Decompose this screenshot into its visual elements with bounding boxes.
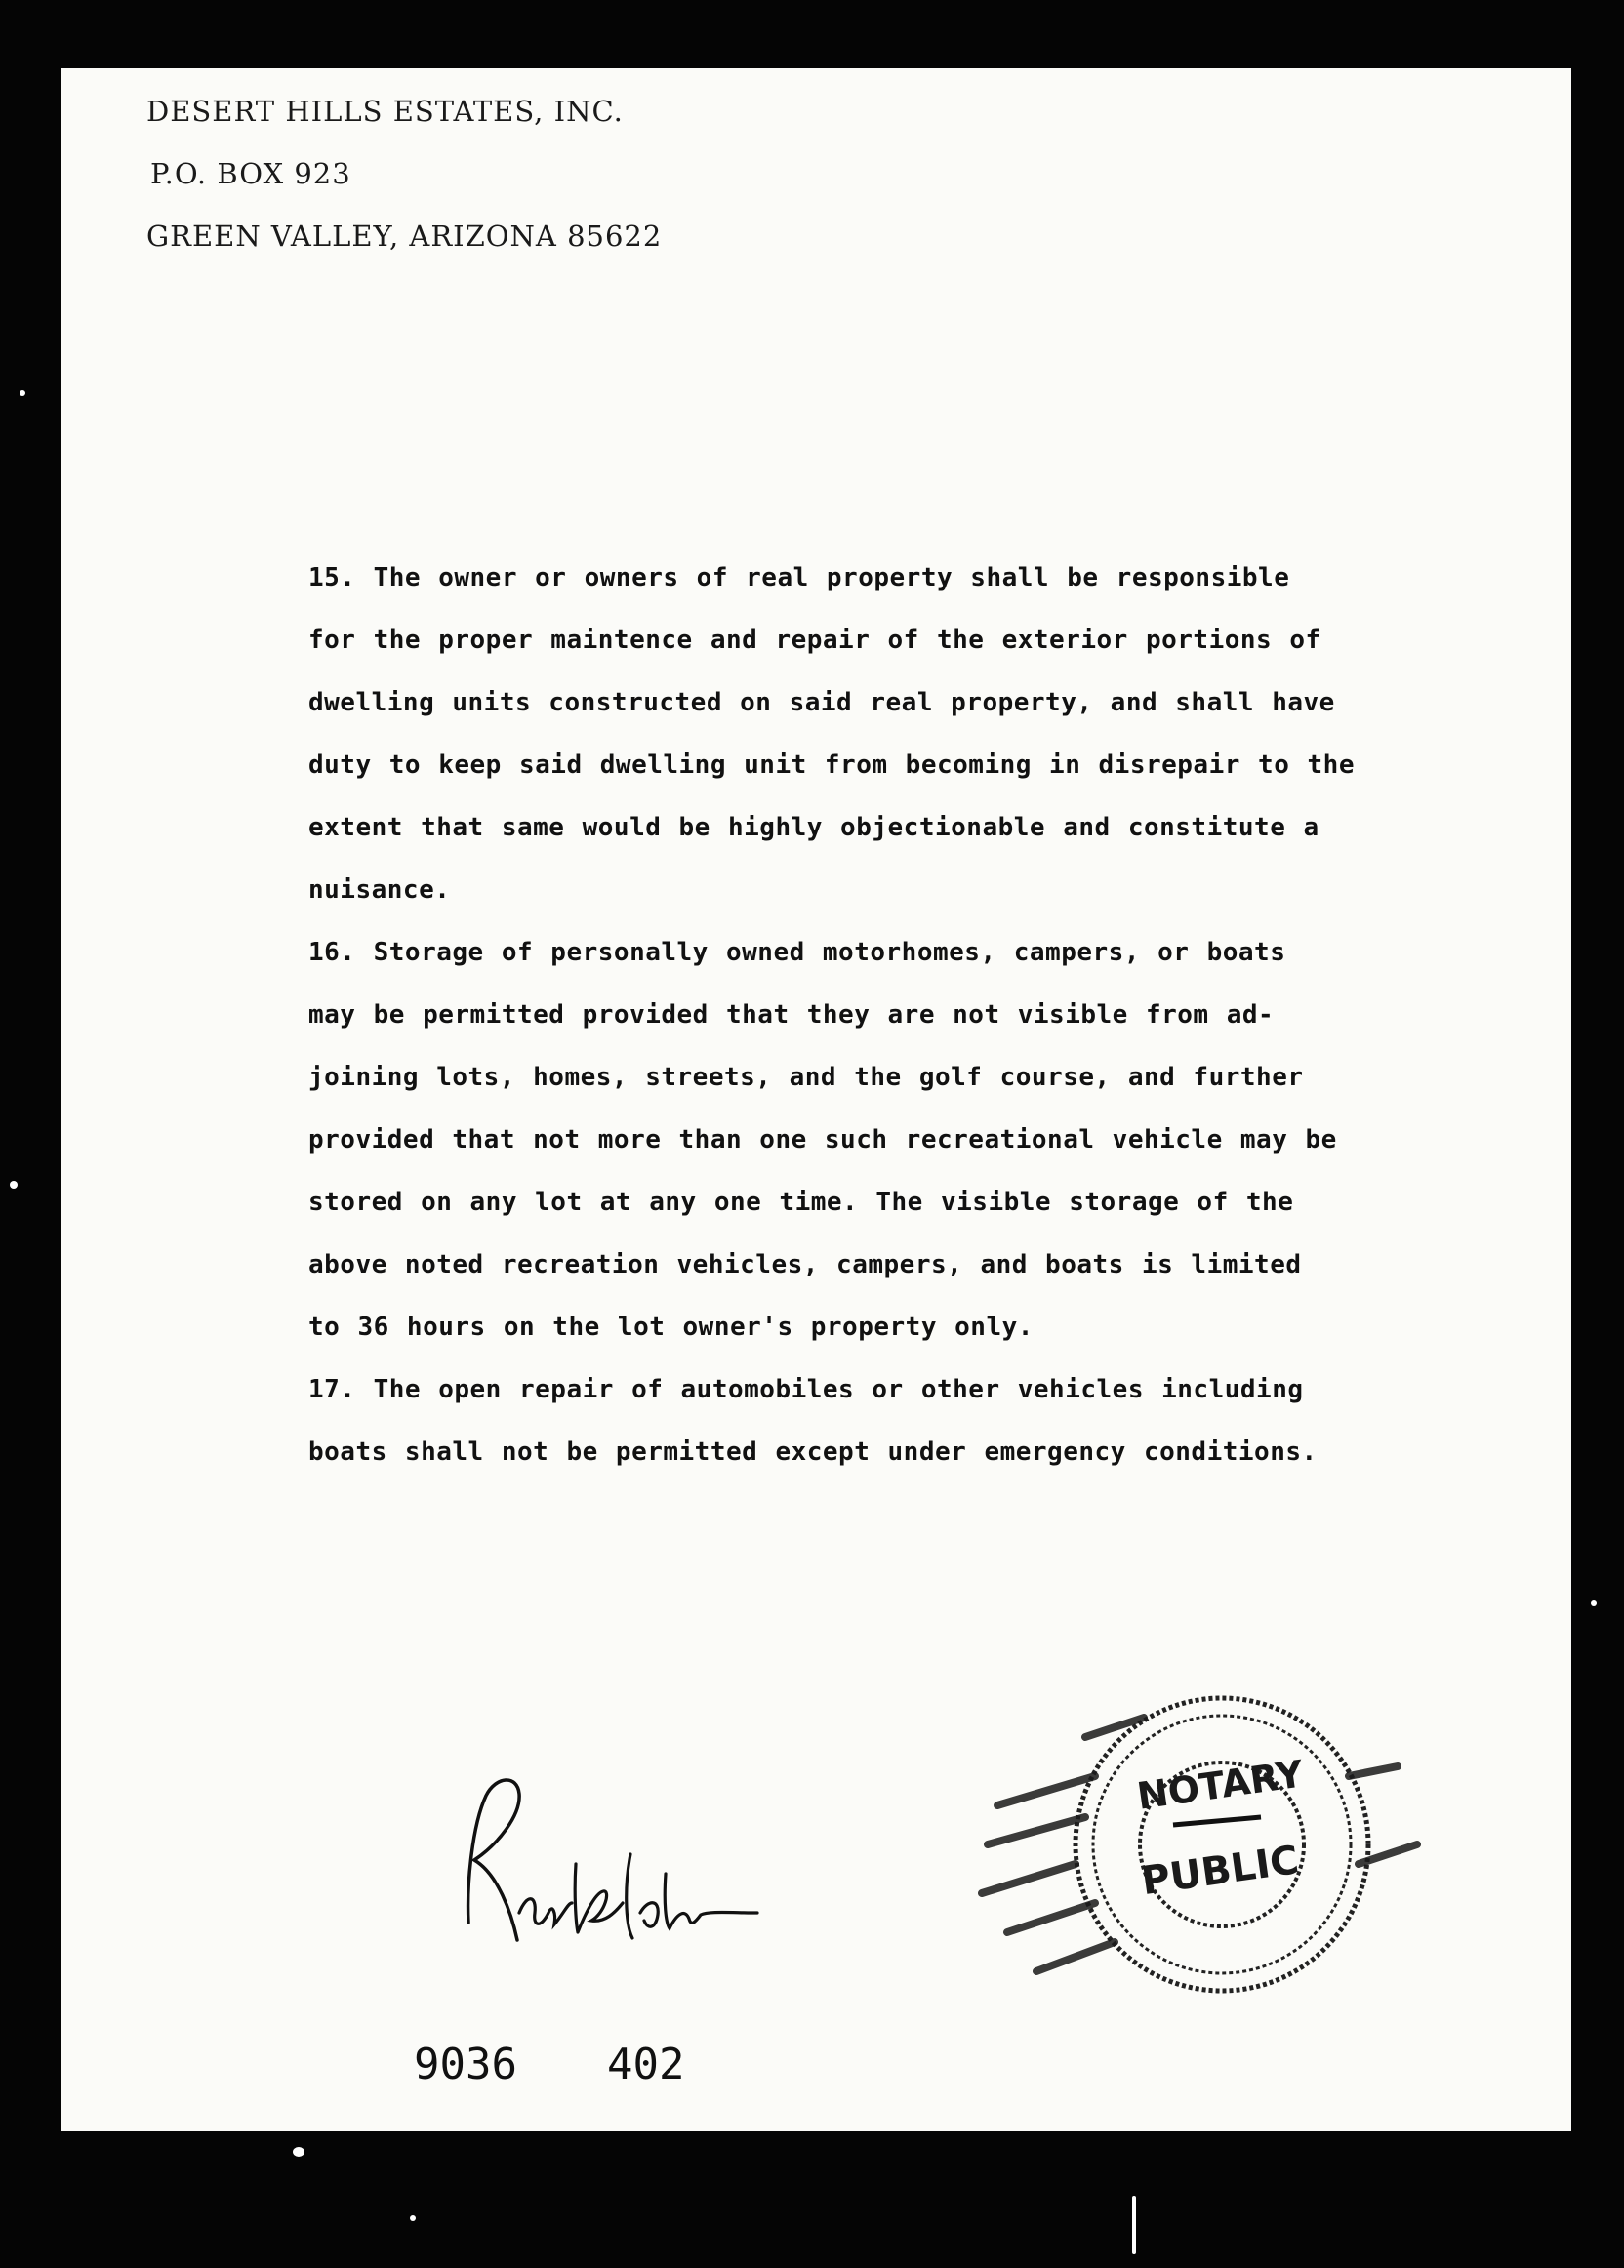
paragraph-line: above noted recreation vehicles, campers, and boats is limited	[308, 1250, 1302, 1279]
page-number-left: 9036	[414, 2040, 517, 2089]
paragraph-line: 17. The open repair of automobiles or other vehicles including	[308, 1375, 1304, 1404]
scan-noise-speck	[10, 1181, 18, 1189]
paragraph-line: to 36 hours on the lot owner's property only.	[308, 1313, 1034, 1342]
paragraph-line: extent that same would be highly objectionable and constitute a	[308, 813, 1320, 842]
paragraph-17	[308, 1358, 1392, 1483]
page-number-right: 402	[606, 2040, 685, 2089]
company-name: DESERT HILLS ESTATES, INC.	[146, 95, 624, 128]
paragraph-line: joining lots, homes, streets, and the golf course, and further	[308, 1063, 1304, 1092]
paragraph-line: 15. The owner or owners of real property shall be responsible	[308, 563, 1290, 592]
paragraph-line: for the proper maintence and repair of the exterior portions of	[308, 626, 1321, 655]
paragraph-line: provided that not more than one such recreational vehicle may be	[308, 1125, 1337, 1154]
scan-noise-speck	[20, 390, 25, 396]
scan-noise-speck	[410, 2215, 416, 2221]
scan-noise-speck	[1132, 2196, 1136, 2254]
paragraph-16	[308, 921, 1392, 1358]
city-state-zip: GREEN VALLEY, ARIZONA 85622	[146, 220, 663, 253]
svg-text:NOTARY: NOTARY	[1134, 1752, 1307, 1818]
paragraph-line: stored on any lot at any one time. The visible storage of the	[308, 1188, 1294, 1217]
paragraph-line: boats shall not be permitted except under emergency conditions.	[308, 1438, 1318, 1467]
notary-seal	[978, 1649, 1427, 2040]
handwritten-signature	[439, 1766, 761, 1971]
document-body	[308, 547, 1392, 1483]
paragraph-line: nuisance.	[308, 875, 451, 905]
paragraph-line: may be permitted provided that they are not visible from ad-	[308, 1000, 1275, 1030]
scan-noise-speck	[293, 2147, 304, 2157]
svg-text:PUBLIC: PUBLIC	[1138, 1838, 1302, 1905]
paragraph-line: 16. Storage of personally owned motorhomes, campers, or boats	[308, 938, 1286, 967]
scan-noise-speck	[1591, 1600, 1597, 1606]
page-numbers	[414, 2040, 684, 2089]
paragraph-line: duty to keep said dwelling unit from becoming in disrepair to the	[308, 750, 1355, 780]
letterhead	[146, 80, 662, 267]
po-box: P.O. BOX 923	[150, 157, 351, 190]
paragraph-15	[308, 547, 1392, 921]
paragraph-line: dwelling units constructed on said real property, and shall have	[308, 688, 1335, 717]
document-page	[61, 68, 1571, 2131]
